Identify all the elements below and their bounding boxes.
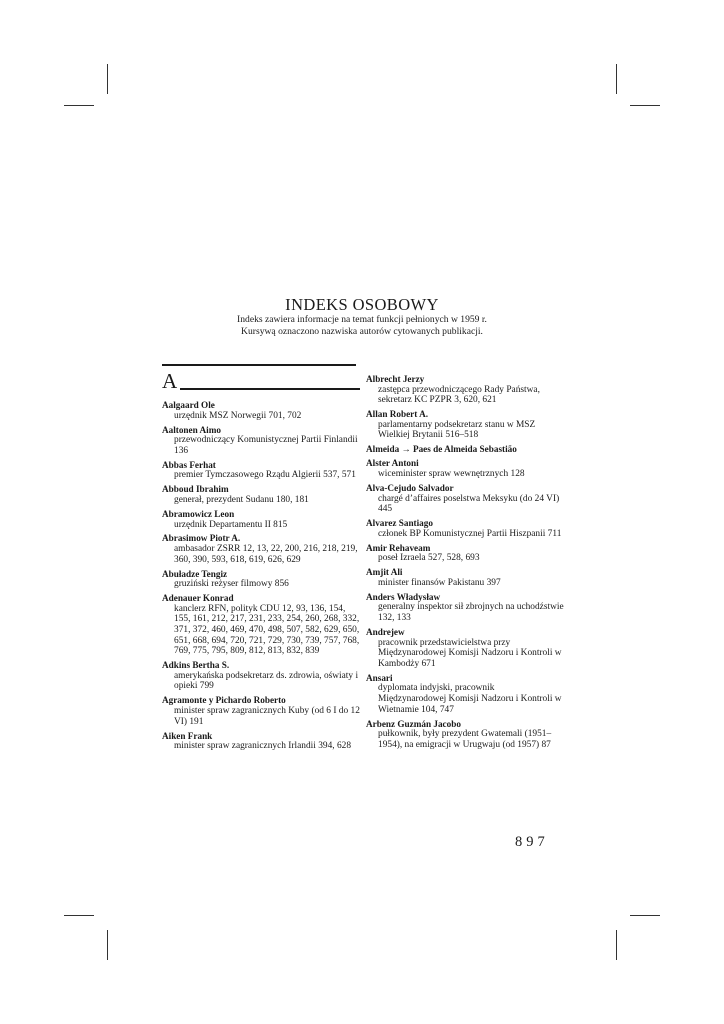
index-column-right [366,374,564,754]
index-entry-description: minister spraw zagranicznych Irlandii 394, 628 [174,741,352,752]
index-entry-description: premier Tymczasowego Rządu Algierii 537, 571 [174,470,356,481]
index-entry-name: Aiken Frank [162,730,213,741]
index-entry [366,444,564,455]
index-entry-description: generalny inspektor sił zbrojnych na uchodźstwie 132, 133 [378,602,564,623]
index-entry-description: gruziński reżyser filmowy 856 [174,579,289,590]
index-entry-name: Aaltonen Aimo [162,424,221,435]
index-entry-name: Arbenz Guzmán Jacobo [366,718,461,729]
index-entry-name: Ansari [366,672,393,683]
index-entry-name: Andrejew [366,626,405,637]
index-entry-name: Alster Antoni [366,458,419,469]
index-entry-description: pracownik przedstawicielstwa przy Międzynarodowej Komisji Nadzoru i Kontroli w Kambodży 671 [378,637,562,669]
index-entry-name: Agramonte y Pichardo Roberto [162,695,286,706]
index-entry-name: Abramowicz Leon [162,508,235,519]
index-entry-name: Anders Władysław [366,591,441,602]
index-entry [162,533,360,565]
index-entry [162,569,360,590]
index-entry-name: Allan Robert A. [366,409,429,420]
index-subtitle-functions: Indeks zawiera informacje na temat funkcji pełnionych w 1959 r. [237,314,487,325]
index-entry-name: Amir Rehaveam [366,542,431,553]
index-entry [162,425,360,457]
index-entry-name: Adkins Bertha S. [162,660,230,671]
index-entry-description: dyplomata indyjski, pracownik Międzynarodowej Komisji Nadzoru i Kontroli w Wietnamie 104, 747 [378,683,562,715]
index-entry-description: parlamentarny podsekretarz stanu w MSZ Wielkiej Brytanii 516–518 [378,419,536,441]
index-entry-name: Aalgaard Ole [162,400,215,410]
index-entry [162,593,360,657]
index-entry [366,673,564,715]
index-entry-description: urzędnik MSZ Norwegii 701, 702 [174,410,302,421]
index-entry-name: Almeida → Paes de Almeida Sebastião [366,444,517,455]
index-entry-name: Abbas Ferhat [162,459,216,470]
index-entry [366,567,564,588]
index-entry [366,518,564,539]
index-entry-description: ambasador ZSRR 12, 13, 22, 200, 216, 218, 219, 360, 390, 593, 618, 619, 626, 629 [174,544,358,565]
index-entry [366,483,564,515]
crop-mark-bottom-left-horizontal [64,915,94,916]
index-entry-description: generał, prezydent Sudanu 180, 181 [174,494,309,505]
index-entry [162,484,360,505]
section-rule [162,364,356,366]
crop-mark-bottom-left-vertical [107,930,108,960]
index-entry [162,460,360,481]
section-heading-line [180,388,360,390]
index-entry-description: zastępca przewodniczącego Rady Państwa, sekretarz KC PZPR 3, 620, 621 [378,384,540,406]
index-entry-name: Adenauer Konrad [162,593,234,604]
index-entry-description: przewodniczący Komunistycznej Partii Finlandii 136 [174,435,358,456]
index-list-right [366,374,564,750]
index-entry [162,660,360,692]
index-entry [366,719,564,751]
section-letter: A [162,369,178,393]
index-entry [162,695,360,727]
index-entry-name: Amjit Ali [366,567,403,578]
index-entry [366,627,564,669]
index-entry [366,458,564,479]
index-entry [366,374,564,406]
page-title: INDEKS OSOBOWY [285,295,439,314]
index-entry-description: minister finansów Pakistanu 397 [378,577,501,588]
index-entry-name: Abboud Ibrahim [162,484,229,495]
index-subtitle-italics-note: Kursywą oznaczono nazwiska autorów cytowanych publikacji. [241,326,483,337]
index-entry [162,400,360,421]
index-entry [366,592,564,624]
index-entry-name: Abrasimow Piotr A. [162,533,241,544]
index-entry-description: poseł Izraela 527, 528, 693 [378,553,480,564]
index-header [162,296,562,338]
crop-mark-top-left-vertical [107,64,108,94]
section-heading [162,368,360,392]
crop-mark-bottom-right-horizontal [630,915,660,916]
index-entry [366,543,564,564]
index-entry-name: Alva-Cejudo Salvador [366,482,454,493]
index-entry-name: Abuładze Tengiz [162,568,228,579]
crop-mark-top-left-horizontal [64,105,94,106]
index-entry-description: członek BP Komunistycznej Partii Hiszpanii 711 [378,528,562,539]
index-column-left [162,364,360,755]
index-entry-description: kanclerz RFN, polityk CDU 12, 93, 136, 154, 155, 161, 212, 217, 231, 233, 254, 260, 268, 332, 371, 372, 460, 469, 470, 498, 507, 582, 629, 650, 651, 668, 694, 720, 721, 729, 730, 739, 757, 768, 769, 775, 795, 809, 812, 813, 832, 839 [174,603,360,657]
index-entry-description: urzędnik Departamentu II 815 [174,519,288,530]
index-list-left [162,400,360,752]
index-entry-description: wiceminister spraw wewnętrznych 128 [378,468,525,479]
index-entry-description: amerykańska podsekretarz ds. zdrowia, oświaty i opieki 799 [174,670,359,692]
crop-mark-top-right-vertical [616,64,617,94]
page-number: 897 [515,834,549,850]
crop-mark-top-right-horizontal [630,105,660,106]
index-entry-description: chargé d’affaires poselstwa Meksyku (do 24 VI) 445 [378,493,560,515]
index-entry [162,731,360,752]
index-entry [162,509,360,530]
crop-mark-bottom-right-vertical [616,930,617,960]
index-entry-name: Alvarez Santiago [366,518,433,529]
index-entry-description: pułkownik, były prezydent Gwatemali (1951–1954), na emigracji w Urugwaju (od 1957) 87 [378,729,552,750]
index-entry-description: minister spraw zagranicznych Kuby (od 6 I do 12 VI) 191 [174,705,360,727]
index-entry-name: Albrecht Jerzy [366,374,425,384]
index-entry [366,409,564,441]
